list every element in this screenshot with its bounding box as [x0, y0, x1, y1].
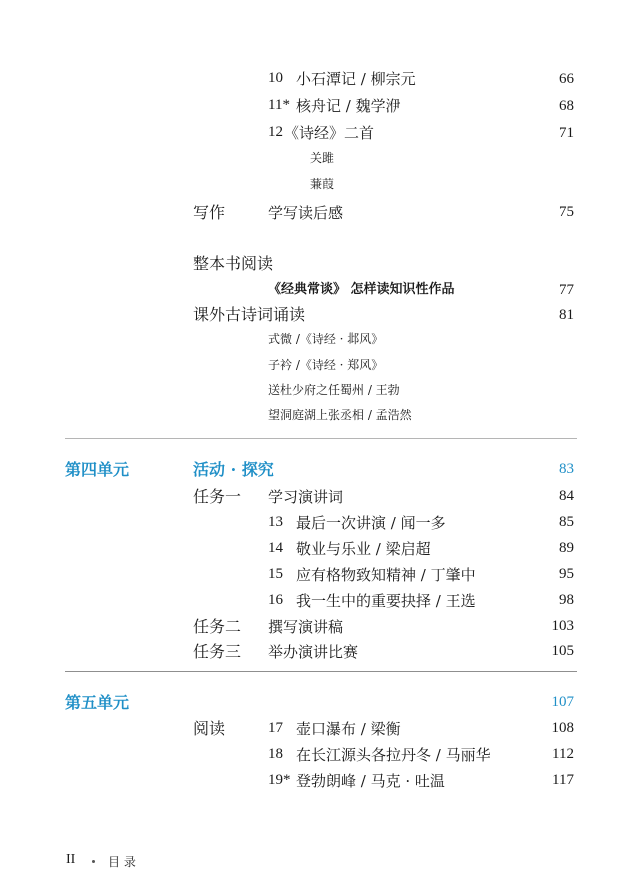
lesson-number: 15 [268, 566, 283, 582]
page-number: 108 [551, 720, 574, 736]
page-number: 103 [551, 618, 574, 634]
lesson-title[interactable]: 壶口瀑布 / 梁衡 [296, 720, 401, 738]
lesson-title[interactable]: 登勃朗峰 / 马克 · 吐温 [296, 772, 445, 790]
task-title[interactable]: 撰写演讲稿 [268, 618, 344, 636]
lesson-number: 14 [268, 540, 283, 556]
task-title[interactable]: 举办演讲比赛 [268, 643, 359, 661]
page-number: 75 [559, 204, 574, 220]
lesson-title[interactable]: 核舟记 / 魏学洢 [296, 97, 401, 115]
extra-poems-heading: 课外古诗词诵读 [193, 305, 306, 324]
lesson-title[interactable]: 我一生中的重要抉择 / 王选 [296, 592, 476, 610]
task-label: 任务三 [193, 642, 242, 661]
section-divider [65, 671, 577, 672]
writing-label: 写作 [193, 203, 226, 222]
task-label: 任务二 [193, 617, 242, 636]
lesson-title[interactable]: 《诗经》二首 [284, 124, 375, 142]
lesson-number: 16 [268, 592, 283, 608]
lesson-title[interactable]: 应有格物致知精神 / 丁肇中 [296, 566, 476, 584]
lesson-number: 13 [268, 514, 283, 530]
footer-label: 目 录 [108, 855, 136, 869]
lesson-number: 19* [268, 772, 291, 788]
footer-page-number: II [66, 852, 76, 867]
poem-item[interactable]: 送杜少府之任蜀州 / 王勃 [268, 383, 400, 397]
lesson-number: 12 [268, 124, 283, 140]
page-number: 107 [551, 694, 574, 710]
page-number: 105 [551, 643, 574, 659]
poem-item[interactable]: 望洞庭湖上张丞相 / 孟浩然 [268, 408, 412, 422]
lesson-number: 18 [268, 746, 283, 762]
page-number: 66 [559, 71, 574, 87]
unit-label: 第四单元 [65, 460, 130, 479]
page-number: 71 [559, 125, 574, 141]
page-number: 77 [559, 282, 574, 298]
page-number: 81 [559, 307, 574, 323]
whole-book-heading: 整本书阅读 [193, 254, 274, 273]
section-divider [65, 438, 577, 439]
unit-heading[interactable]: 活动 · 探究 [193, 460, 274, 479]
lesson-number: 10 [268, 70, 283, 86]
lesson-title[interactable]: 最后一次讲演 / 闻一多 [296, 514, 446, 532]
footer-dot [92, 860, 95, 863]
page-number: 112 [552, 746, 574, 762]
page-number: 85 [559, 514, 574, 530]
lesson-number: 11* [268, 97, 290, 113]
poem-title[interactable]: 关雎 [310, 151, 335, 165]
lesson-title[interactable]: 在长江源头各拉丹冬 / 马丽华 [296, 746, 491, 764]
lesson-number: 17 [268, 720, 283, 736]
page-number: 95 [559, 566, 574, 582]
lesson-title[interactable]: 敬业与乐业 / 梁启超 [296, 540, 431, 558]
poem-item[interactable]: 式微 /《诗经 · 邶风》 [268, 332, 384, 346]
poem-item[interactable]: 子衿 /《诗经 · 郑风》 [268, 358, 384, 372]
lesson-title[interactable]: 小石潭记 / 柳宗元 [296, 70, 416, 88]
task-title[interactable]: 学习演讲词 [268, 488, 344, 506]
reading-label: 阅读 [193, 719, 226, 738]
page-number: 98 [559, 592, 574, 608]
page-number: 84 [559, 488, 574, 504]
poem-title[interactable]: 蒹葭 [310, 177, 335, 191]
unit-label: 第五单元 [65, 693, 130, 712]
page-number: 117 [552, 772, 574, 788]
page-number: 89 [559, 540, 574, 556]
page-number: 68 [559, 98, 574, 114]
page-number: 83 [559, 461, 574, 477]
whole-book-title[interactable]: 《经典常谈》 怎样读知识性作品 [268, 282, 455, 297]
writing-title[interactable]: 学写读后感 [268, 204, 344, 222]
task-label: 任务一 [193, 487, 242, 506]
